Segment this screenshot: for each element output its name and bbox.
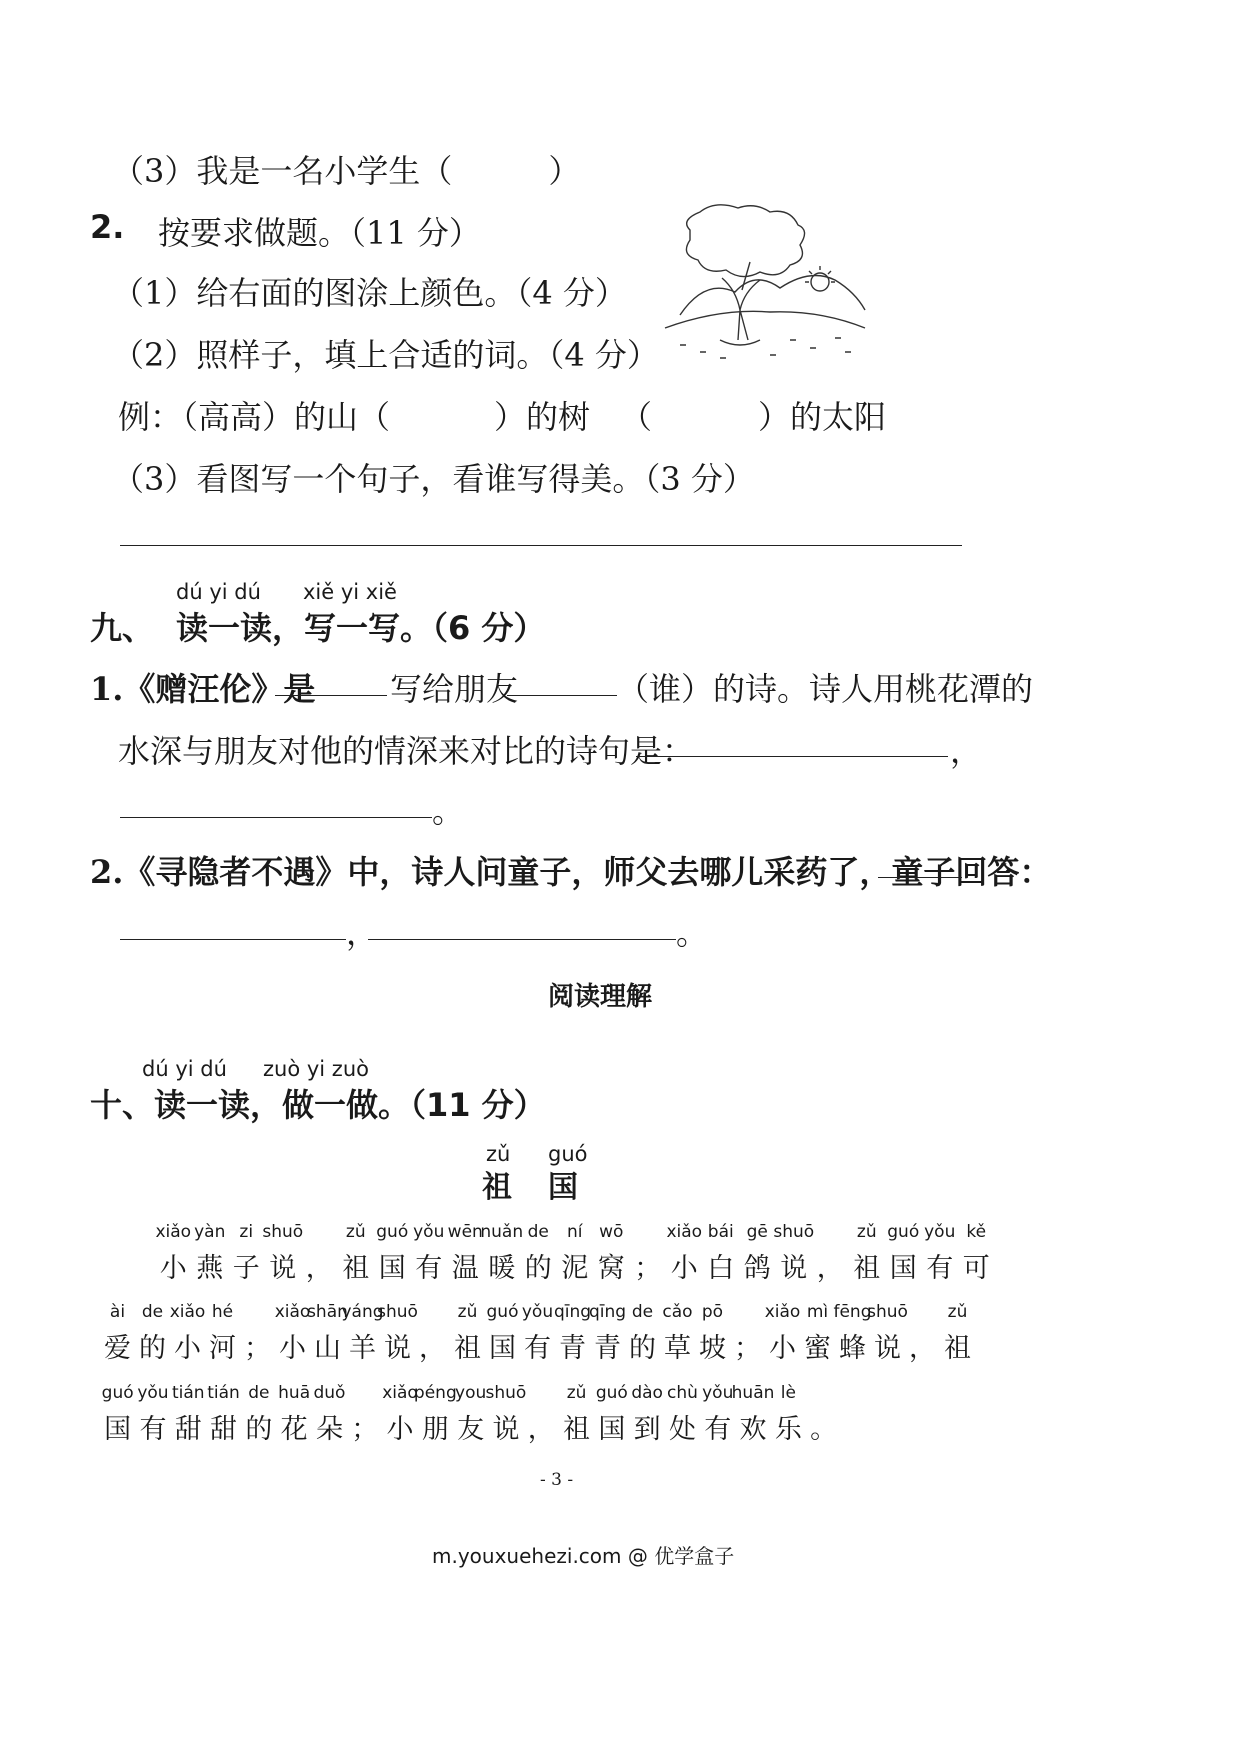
example-blank-sun: ）的太阳 [758, 398, 887, 436]
poem-title-char-2: 国 [548, 1170, 578, 1205]
poem-char: 到 [633, 1414, 661, 1445]
poem-char: 羊 [349, 1333, 376, 1364]
poem-pinyin: qīng [553, 1302, 592, 1322]
poem-char: ， [527, 1414, 555, 1445]
poem-char: 小 [174, 1333, 201, 1364]
poem-pinyin: guó [595, 1383, 628, 1403]
poem-pinyin: chù [666, 1383, 698, 1403]
period-2: 。 [676, 914, 709, 952]
poem-char: 祖 [563, 1414, 591, 1445]
poem-char: 朵 [315, 1414, 343, 1445]
poem-pinyin: yǒu [137, 1383, 169, 1403]
poem-char: 的 [524, 1253, 552, 1284]
poem-char: 蜂 [839, 1333, 866, 1364]
poem-char: 国 [104, 1414, 132, 1445]
poem-pinyin: yǒu [521, 1302, 554, 1322]
question-2-sub1: （1）给右面的图涂上颜色。（4 分） [112, 274, 627, 312]
poem-pinyin: you [455, 1383, 487, 1403]
blank-poet[interactable] [275, 695, 387, 696]
blank-verse-2[interactable] [120, 817, 432, 818]
poem-pinyin: guó [376, 1222, 409, 1242]
poem-char: 小 [159, 1253, 187, 1284]
poem-char: 子 [232, 1253, 260, 1284]
poem-pinyin: yǒu [702, 1383, 734, 1403]
poem-title-char-1: 祖 [482, 1170, 512, 1205]
poem-char: 山 [314, 1333, 341, 1364]
section9-title: 读一读，写一写。（6 分） [176, 609, 546, 647]
example-blank-tree: ）的树 [494, 398, 591, 436]
poem-char: 祖 [342, 1253, 370, 1284]
poem-pinyin: dào [631, 1383, 663, 1403]
poem-char: 可 [962, 1253, 990, 1284]
poem-char: 国 [889, 1253, 917, 1284]
poem-char: 处 [668, 1414, 696, 1445]
section10-pinyin-1: dú yi dú [142, 1057, 227, 1081]
question-2-number: 2. [90, 208, 125, 246]
example-open-2: （ [620, 398, 653, 436]
poem-char: 欢 [739, 1414, 767, 1445]
poem-column [806, 1383, 841, 1446]
poem-char: ； [244, 1333, 271, 1364]
poem-char: ； [634, 1253, 662, 1284]
answer-line-sentence[interactable] [120, 545, 962, 546]
poem-pinyin: fēng [833, 1302, 872, 1322]
poem-char: 青 [594, 1333, 621, 1364]
poem-char: ； [351, 1414, 379, 1445]
poem-char: 泥 [561, 1253, 589, 1284]
poem-column [958, 1222, 995, 1285]
poem-pinyin: xiǎo [155, 1222, 192, 1242]
poem-pinyin: shuō [262, 1222, 304, 1242]
poem-char: 的 [245, 1414, 273, 1445]
section9-q1-line2: 水深与朋友对他的情深来对比的诗句是： [118, 732, 695, 770]
poem-pinyin: hé [211, 1302, 234, 1322]
question-2-sub3: （3）看图写一个句子，看谁写得美。（3 分） [112, 460, 755, 498]
poem-pinyin: de [631, 1302, 654, 1322]
poem-pinyin: zi [239, 1222, 254, 1242]
poem-pinyin [796, 1383, 851, 1405]
poem-pinyin: yáng [341, 1302, 384, 1322]
poem-pinyin: tián [171, 1383, 205, 1403]
poem-char: 友 [457, 1414, 485, 1445]
poem-char: 甜 [174, 1414, 202, 1445]
question-1-item-3: （3）我是一名小学生（ ） [112, 152, 581, 190]
section10-title: 十、读一读，做一做。（11 分） [90, 1086, 546, 1124]
poem-pinyin: shuō [867, 1302, 908, 1322]
poem-char: 温 [451, 1253, 479, 1284]
poem-char: 甜 [210, 1414, 238, 1445]
poem-char: ， [419, 1333, 446, 1364]
section9-pinyin-1: dú yi dú [176, 580, 261, 604]
poem-char: 说 [269, 1253, 297, 1284]
poem-char: 花 [280, 1414, 308, 1445]
poem-pinyin: zǔ [345, 1222, 366, 1242]
poem-pinyin: wēn [447, 1222, 483, 1242]
poem-char: 国 [378, 1253, 406, 1284]
blank-answer-3[interactable] [368, 939, 676, 940]
poem-char: 青 [559, 1333, 586, 1364]
poem-char: 的 [139, 1333, 166, 1364]
poem-char: 小 [386, 1414, 414, 1445]
poem-pinyin: zǔ [566, 1383, 587, 1403]
poem-char: ， [816, 1253, 844, 1284]
poem-char: 祖 [853, 1253, 881, 1284]
blank-answer-1[interactable] [878, 877, 962, 878]
poem-pinyin: xiǎo [274, 1302, 311, 1322]
poem-pinyin: yǒu [413, 1222, 445, 1242]
poem-pinyin: zǔ [947, 1302, 968, 1322]
poem-pinyin: ài [109, 1302, 126, 1322]
poem-char: 白 [707, 1253, 735, 1284]
poem-pinyin: zǔ [856, 1222, 877, 1242]
poem-pinyin: lè [780, 1383, 796, 1403]
poem-pinyin: kě [966, 1222, 987, 1242]
poem-title-pinyin-2: guó [548, 1142, 588, 1166]
poem-char: 暖 [488, 1253, 516, 1284]
poem-char: 鸽 [743, 1253, 771, 1284]
section9-q1-part1: 1.《赠汪伦》是 [90, 670, 316, 708]
poem-pinyin: shuō [377, 1302, 418, 1322]
poem-pinyin: shuō [485, 1383, 527, 1403]
poem-pinyin: yàn [194, 1222, 226, 1242]
section9-pinyin-2: xiě yi xiě [303, 580, 397, 604]
poem-char: 蜜 [804, 1333, 831, 1364]
poem-pinyin: qīng [588, 1302, 627, 1322]
poem-pinyin: yǒu [924, 1222, 956, 1242]
poem-pinyin: guó [887, 1222, 920, 1242]
example-label: 例：（高高）的山 [118, 398, 359, 436]
poem-char: 说 [384, 1333, 411, 1364]
comma-2: ， [346, 914, 379, 952]
example-open-1: （ [358, 398, 391, 436]
poem-pinyin: shān [307, 1302, 348, 1322]
period-1: 。 [432, 792, 465, 830]
blank-verse-1[interactable] [636, 756, 948, 757]
poem-pinyin: gē [746, 1222, 768, 1242]
poem-char: 国 [598, 1414, 626, 1445]
poem-pinyin: huā [278, 1383, 311, 1403]
poem-title-pinyin-1: zǔ [486, 1142, 511, 1166]
poem-pinyin: guó [486, 1302, 519, 1322]
poem-char: 说 [874, 1333, 901, 1364]
question-2-sub2: （2）照样子，填上合适的词。（4 分） [112, 336, 659, 374]
poem-char: 小 [279, 1333, 306, 1364]
poem-char: 说 [780, 1253, 808, 1284]
poem-char: 窝 [597, 1253, 625, 1284]
poem-pinyin: de [527, 1222, 549, 1242]
poem-pinyin: pō [701, 1302, 724, 1322]
poem-pinyin: huān [731, 1383, 775, 1403]
section9-q2-text: 2.《寻隐者不遇》中，诗人问童子，师父去哪儿采药了，童子回答： [90, 853, 1052, 891]
poem-char: 爱 [104, 1333, 131, 1364]
section9-q1-part3: （谁）的诗。诗人用桃花潭的 [617, 670, 1034, 708]
poem-pinyin: de [141, 1302, 164, 1322]
poem-pinyin: xiǎo [382, 1383, 418, 1403]
section10-pinyin-2: zuò yi zuò [263, 1057, 369, 1081]
section9-prefix: 九、 [90, 609, 155, 647]
poem-char: 有 [704, 1414, 732, 1445]
poem-char: 祖 [944, 1333, 971, 1364]
poem-char: ， [305, 1253, 333, 1284]
poem-char: 坡 [699, 1333, 726, 1364]
poem-pinyin: tián [207, 1383, 240, 1403]
poem-pinyin: xiǎo [169, 1302, 206, 1322]
poem-pinyin: zǔ [457, 1302, 478, 1322]
poem-pinyin: shuō [773, 1222, 815, 1242]
blank-friend[interactable] [507, 695, 617, 696]
blank-answer-2[interactable] [120, 939, 346, 940]
poem-char: 有 [926, 1253, 954, 1284]
poem-char: 小 [769, 1333, 796, 1364]
poem-pinyin: duǒ [313, 1383, 346, 1403]
poem-char: 河 [209, 1333, 236, 1364]
poem-pinyin: ní [567, 1222, 583, 1242]
page-number: - 3 - [540, 1470, 574, 1490]
poem-char: ； [734, 1333, 761, 1364]
poem-char: 燕 [196, 1253, 224, 1284]
poem-pinyin: wō [599, 1222, 624, 1242]
question-2-title: 按要求做题。（11 分） [158, 214, 481, 252]
poem-char: 有 [139, 1414, 167, 1445]
poem-char: 乐 [774, 1414, 802, 1445]
poem-char: 有 [524, 1333, 551, 1364]
poem-char: 朋 [421, 1414, 449, 1445]
poem-char: 有 [415, 1253, 443, 1284]
poem-pinyin: xiǎo [764, 1302, 801, 1322]
poem-pinyin: mì [806, 1302, 829, 1322]
reading-heading: 阅读理解 [548, 982, 653, 1012]
poem-pinyin: de [248, 1383, 270, 1403]
poem-pinyin: xiǎo [666, 1222, 703, 1242]
poem-char: 的 [629, 1333, 656, 1364]
poem-char: 说 [492, 1414, 520, 1445]
poem-pinyin: cǎo [662, 1302, 693, 1322]
poem-char: 草 [664, 1333, 691, 1364]
poem-pinyin: bái [707, 1222, 734, 1242]
footer-site: m.youxuehezi.com @ 优学盒子 [432, 1544, 735, 1568]
tree-sun-picture [660, 200, 870, 365]
poem-column [940, 1302, 975, 1365]
poem-pinyin: nuǎn [480, 1222, 524, 1242]
poem-char: 祖 [454, 1333, 481, 1364]
comma-1: ， [950, 732, 983, 770]
poem-pinyin: péng [413, 1383, 457, 1403]
poem-char: 。 [810, 1414, 838, 1445]
poem-char: 小 [670, 1253, 698, 1284]
poem-pinyin: guó [101, 1383, 134, 1403]
poem-char: ， [909, 1333, 936, 1364]
section9-q1-part2: 写给朋友 [390, 670, 519, 708]
poem-char: 国 [489, 1333, 516, 1364]
